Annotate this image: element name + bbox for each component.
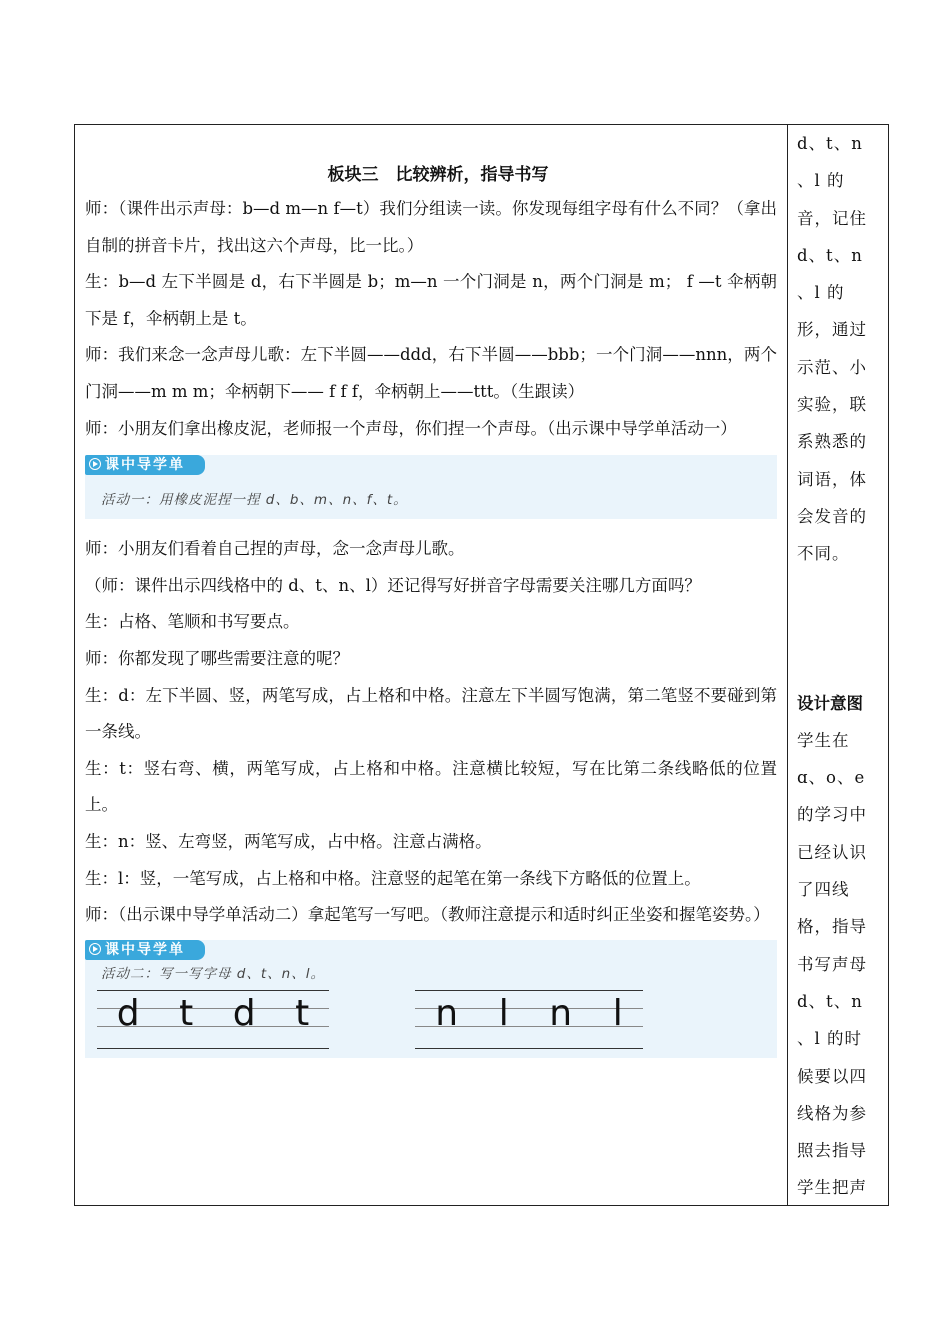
side-line: 照去指导 — [797, 1141, 867, 1161]
letter: n — [435, 992, 459, 1034]
letter: t — [179, 992, 194, 1034]
letter: l — [612, 992, 623, 1034]
guide-tag — [85, 940, 205, 960]
side-line: d、t、n — [797, 991, 863, 1011]
paragraph: 师：（出示课中导学单活动二）拿起笔写一写吧。（教师注意提示和适时纠正坐姿和握笔姿势。） — [85, 905, 770, 925]
side-line: 形，通过 — [797, 320, 867, 340]
side-line: 实验，联 — [797, 395, 867, 415]
letter-row — [415, 994, 643, 1034]
side-line: 格，指导 — [797, 917, 867, 937]
guide-tag — [85, 455, 205, 475]
side-line: 、l 的 — [797, 283, 845, 303]
side-line: d、t、n — [797, 245, 863, 265]
letter: n — [549, 992, 573, 1034]
guide-box-activity-1 — [85, 455, 777, 519]
letter: l — [498, 992, 509, 1034]
grid-line — [415, 1048, 643, 1049]
letter-row — [97, 994, 329, 1034]
side-line: 书写声母 — [797, 954, 867, 974]
letter: t — [295, 992, 310, 1034]
side-line: 了四线 — [797, 880, 850, 900]
lesson-table — [74, 124, 889, 1206]
paragraph: 生：n：竖、左弯竖，两笔写成，占中格。注意占满格。 — [85, 831, 492, 851]
paragraph: 生：l：竖，一笔写成，占上格和中格。注意竖的起笔在第一条线下方略低的位置上。 — [85, 868, 701, 888]
play-circle-icon — [89, 458, 101, 470]
side-column — [797, 125, 877, 1207]
main-column — [85, 163, 777, 1070]
side-line: 、l 的时 — [797, 1029, 863, 1049]
section-title: 板块三 比较辨析，指导书写 — [327, 165, 549, 185]
grid-line — [97, 1048, 329, 1049]
side-line: 音，记住 — [797, 208, 867, 228]
guide-tag-label: 课中导学单 — [105, 457, 185, 474]
side-line: 学生在 — [797, 730, 850, 750]
four-line-grid — [415, 990, 643, 1044]
guide-tag-label: 课中导学单 — [105, 941, 185, 958]
side-line: 的学习中 — [797, 805, 867, 825]
side-line: 会发音的 — [797, 506, 867, 526]
paragraph: （师：课件出示四线格中的 d、t、n、l）还记得写好拼音字母需要关注哪几方面吗？ — [85, 575, 701, 595]
column-divider — [787, 125, 788, 1205]
side-line: 线格为参 — [797, 1103, 867, 1123]
side-line: 学生把声 — [797, 1178, 867, 1198]
side-line: 候要以四 — [797, 1066, 867, 1086]
paragraph: 师：小朋友们看着自己捏的声母，念一念声母儿歌。 — [85, 539, 465, 559]
paragraph: 生：d：左下半圆、竖，两笔写成，占上格和中格。注意左下半圆写饱满，第二笔竖不要碰到第一条线。 — [85, 685, 777, 742]
letter: d — [116, 992, 140, 1034]
paragraph: 师：小朋友们拿出橡皮泥，老师报一个声母，你们捏一个声母。（出示课中导学单活动一） — [85, 418, 737, 438]
design-intent-heading: 设计意图 — [797, 693, 863, 713]
side-line: 词语，体 — [797, 469, 867, 489]
paragraph: 生：b—d 左下半圆是 d，右下半圆是 b；m—n 一个门洞是 n，两个门洞是 m； f —t 伞柄朝下是 f，伞柄朝上是 t。 — [85, 272, 777, 328]
side-line: 已经认识 — [797, 842, 867, 862]
play-circle-icon — [89, 943, 101, 955]
paragraph: 师：你都发现了哪些需要注意的呢？ — [85, 648, 349, 668]
grid-line — [415, 990, 643, 991]
side-line: ɑ、o、e — [797, 768, 866, 788]
side-line: 、l 的 — [797, 171, 845, 191]
activity-text: 活动一：用橡皮泥捏一捏 d、b、m、n、f、t。 — [101, 492, 408, 509]
side-line: d、t、n — [797, 134, 863, 153]
guide-box-activity-2 — [85, 940, 777, 1058]
letter: d — [232, 992, 256, 1034]
grid-line — [97, 990, 329, 991]
side-line: 系熟悉的 — [797, 432, 867, 452]
four-line-grid — [97, 990, 329, 1044]
paragraph: 生：占格、笔顺和书写要点。 — [85, 612, 300, 632]
side-line: 示范、小 — [797, 357, 867, 377]
paragraph: 师：（课件出示声母：b—d m—n f—t）我们分组读一读。你发现每组字母有什么不同？（拿出自制的拼音卡片，找出这六个声母，比一比。） — [85, 199, 777, 255]
activity-text: 活动二：写一写字母 d、t、n、l。 — [101, 965, 325, 982]
paragraph: 生：t：竖右弯、横，两笔写成，占上格和中格。注意横比较短，写在比第二条线略低的位置上。 — [85, 758, 777, 815]
side-line: 不同。 — [797, 544, 850, 564]
paragraph: 师：我们来念一念声母儿歌：左下半圆——ddd，右下半圆——bbb；一个门洞——nnn，两个门洞——m m m；伞柄朝下—— f f f，伞柄朝上——ttt。（生跟读） — [85, 345, 777, 401]
